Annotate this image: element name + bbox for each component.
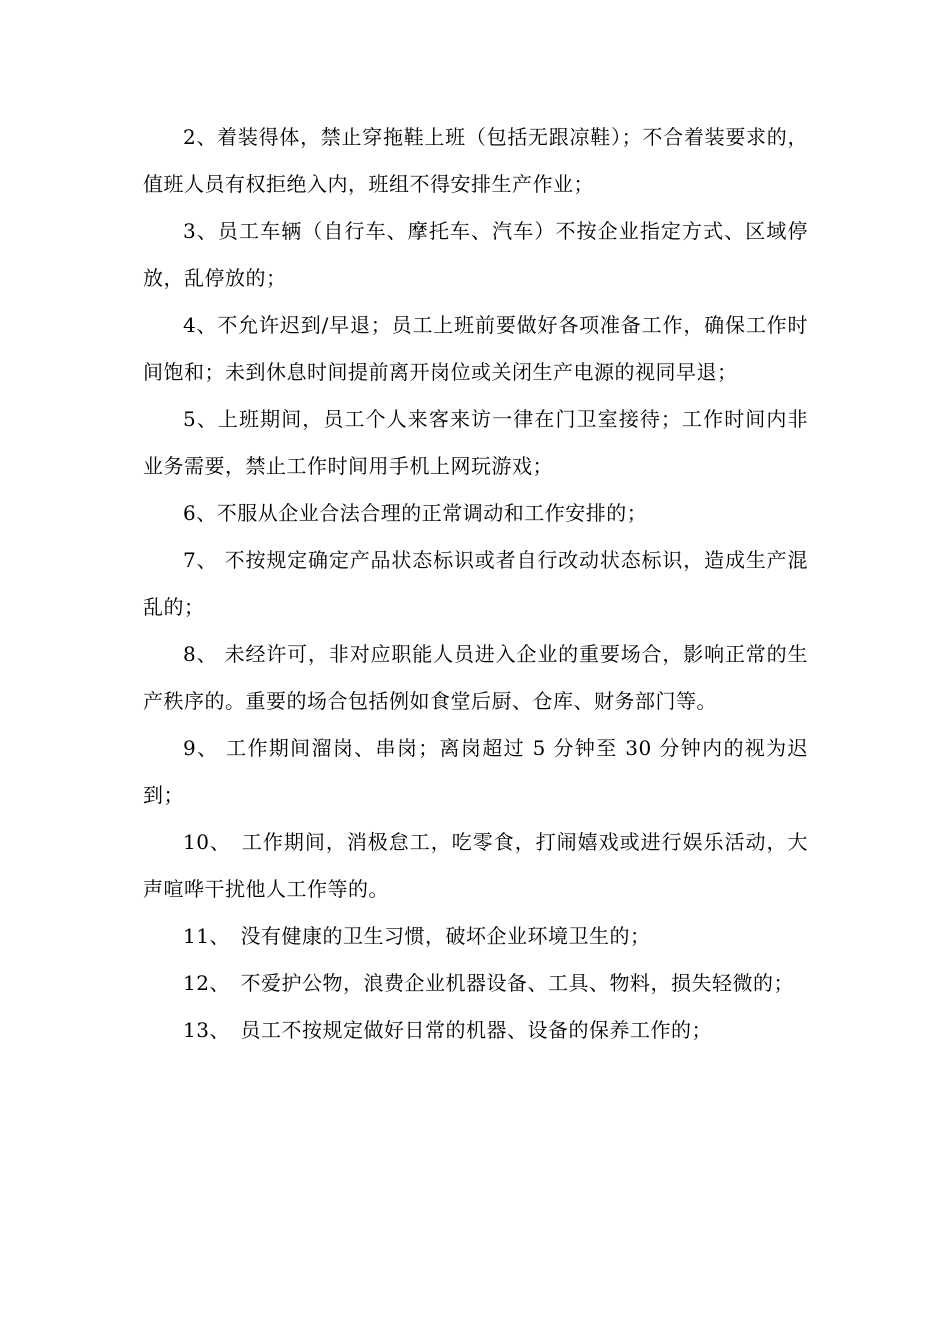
rule-item-7: 7、 不按规定确定产品状态标识或者自行改动状态标识，造成生产混乱的； [143, 548, 808, 619]
rule-item-8: 8、 未经许可，非对应职能人员进入企业的重要场合，影响正常的生产秩序的。重要的场合包括例如食堂后厨、仓库、财务部门等。 [143, 642, 808, 713]
rule-item-11: 11、 没有健康的卫生习惯，破坏企业环境卫生的； [183, 924, 651, 948]
rule-item-5: 5、上班期间，员工个人来客来访一律在门卫室接待；工作时间内非业务需要，禁止工作时间用手机上网玩游戏； [143, 407, 808, 478]
rule-item-10: 10、 工作期间，消极怠工，吃零食，打闹嬉戏或进行娱乐活动，大声喧哗干扰他人工作等的。 [143, 830, 808, 901]
rule-item-6: 6、不服从企业合法合理的正常调动和工作安排的； [183, 501, 648, 525]
rules-list [143, 114, 808, 1054]
rule-item-4: 4、不允许迟到/早退；员工上班前要做好各项准备工作，确保工作时间饱和；未到休息时间提前离开岗位或关闭生产电源的视同早退； [143, 313, 808, 384]
rule-item-13: 13、 员工不按规定做好日常的机器、设备的保养工作的； [183, 1018, 712, 1042]
rule-item-2: 2、着装得体，禁止穿拖鞋上班（包括无跟凉鞋）；不合着装要求的，值班人员有权拒绝入内，班组不得安排生产作业； [143, 125, 808, 196]
rule-item-3: 3、员工车辆（自行车、摩托车、汽车）不按企业指定方式、区域停放，乱停放的； [143, 219, 808, 290]
rule-item-12: 12、 不爱护公物，浪费企业机器设备、工具、物料，损失轻微的； [183, 971, 794, 995]
rule-item-9: 9、 工作期间溜岗、串岗；离岗超过 5 分钟至 30 分钟内的视为迟到； [143, 736, 808, 807]
